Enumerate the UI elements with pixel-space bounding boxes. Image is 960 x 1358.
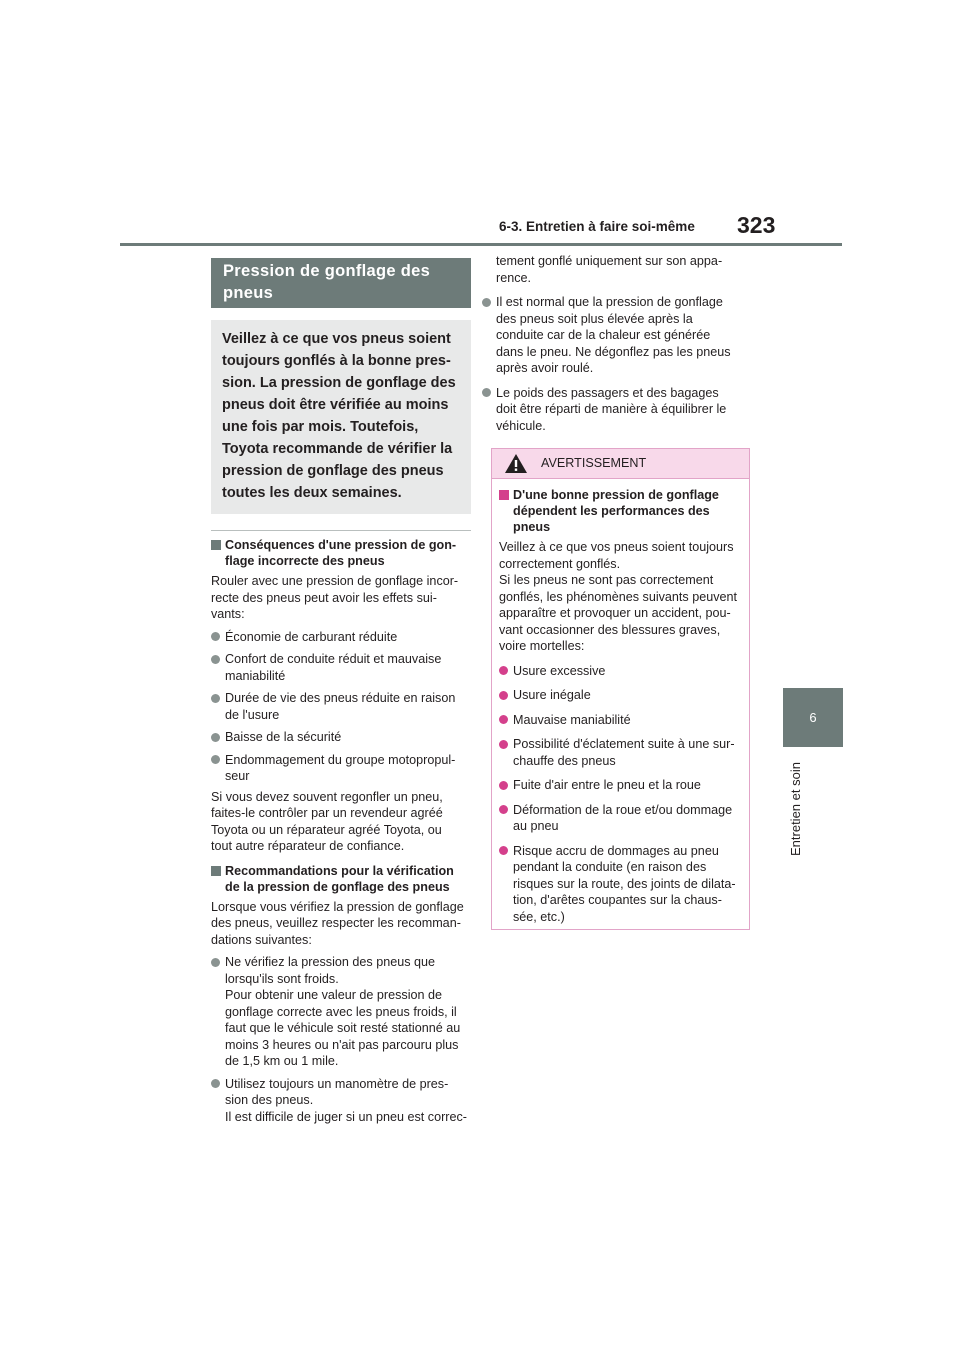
bullet-dot-icon — [211, 733, 220, 742]
list-item — [211, 651, 471, 684]
warning-paragraph: Veillez à ce que vos pneus soient toujours correctement gonflés. Si les pneus ne sont pas correctement gonflés, les phénomènes suivants peuvent apparaître et provoquer un accident, pou- vant occasionner des blessures graves, voire mortelles: — [499, 540, 738, 653]
warning-body — [492, 479, 749, 925]
bullet-dot-icon — [482, 298, 491, 307]
subsection-heading-recommendations — [211, 863, 471, 895]
warning-header — [492, 449, 749, 479]
paragraph: Lorsque vous vérifiez la pression de gonflage des pneus, veuillez respecter les recomman- dations suivantes: — [211, 899, 464, 947]
bullet-dot-icon — [499, 740, 508, 749]
list-item — [211, 729, 471, 746]
warning-list-item — [499, 712, 742, 729]
list-item-text: Ne vérifiez la pression des pneus que lorsqu'ils sont froids. Pour obtenir une valeur de pression de gonflage correcte avec les pneus froids, il faut que le véhicule soit resté stationné au moins 3 heures ou n'ait pas parcouru plus de 1,5 km ou 1 mile. — [225, 955, 461, 1068]
warning-triangle-icon — [504, 453, 528, 474]
list-item — [211, 629, 471, 646]
header-section-title: 6-3. Entretien à faire soi-même — [499, 219, 695, 234]
list-item-text: Possibilité d'éclatement suite à une sur- chauffe des pneus — [513, 737, 735, 768]
list-item-text: Mauvaise maniabilité — [513, 712, 631, 727]
continued-text: tement gonflé uniquement sur son appa- rence. — [496, 254, 723, 285]
warning-subheading — [499, 487, 742, 535]
bullet-dot-icon — [211, 632, 220, 641]
warning-subheading-text: D'une bonne pression de gonflage dépendent les performances des pneus — [513, 488, 719, 534]
list-item — [479, 385, 751, 435]
bullet-dot-icon — [211, 694, 220, 703]
square-bullet-icon — [211, 866, 221, 876]
list-item-text: Il est normal que la pression de gonflage des pneus soit plus élevée après la conduite car de la chaleur est générée dans le pneu. Ne dégonflez pas les pneus après avoir roulé. — [496, 295, 731, 375]
bullet-dot-icon — [211, 958, 220, 967]
subsection-rule — [211, 530, 471, 531]
list-item — [211, 1076, 471, 1126]
bullet-dot-icon — [499, 805, 508, 814]
list-item-text: Déformation de la roue et/ou dommage au pneu — [513, 802, 733, 833]
paragraph: Rouler avec une pression de gonflage incor- recte des pneus peut avoir les effets sui- vants: — [211, 574, 459, 621]
bullet-dot-icon — [499, 691, 508, 700]
bullet-dot-icon — [482, 388, 491, 397]
page-number: 323 — [737, 212, 776, 238]
warning-list-item — [499, 736, 742, 769]
warning-list-item — [499, 687, 742, 704]
chapter-number: 6 — [809, 710, 817, 725]
warning-list-item — [499, 663, 742, 680]
list-item — [211, 690, 471, 723]
subsection-heading-consequences — [211, 537, 471, 569]
warning-title: AVERTISSEMENT — [541, 456, 647, 470]
section-title: Pression de gonflage des pneus — [211, 258, 471, 308]
bullet-dot-icon — [499, 666, 508, 675]
list-item-text: Fuite d'air entre le pneu et la roue — [513, 778, 701, 792]
list-item-text: Usure excessive — [513, 663, 606, 678]
bullet-dot-icon — [499, 846, 508, 855]
chapter-tab — [783, 688, 843, 747]
chapter-title — [784, 760, 808, 856]
list-item-text: Confort de conduite réduit et mauvaise maniabilité — [225, 652, 442, 683]
warning-list-item — [499, 802, 742, 835]
bullet-dot-icon — [499, 715, 508, 724]
subsection-heading-text: Recommandations pour la vérification de la pression de gonflage des pneus — [225, 863, 454, 894]
list-item-text: Usure inégale — [513, 688, 591, 702]
list-item-text: Économie de carburant réduite — [225, 629, 398, 644]
list-item-text: Risque accru de dommages au pneu pendant la conduite (en raison des risques sur la route, des joints de dilata- tion, d'arêtes coupantes sur la chaus- sée, etc.) — [513, 843, 736, 924]
square-bullet-icon — [211, 540, 221, 550]
list-item — [211, 752, 471, 785]
subsection-heading-text: Conséquences d'une pression de gon- flage incorrecte des pneus — [225, 538, 457, 568]
list-item-text: Durée de vie des pneus réduite en raison de l'usure — [225, 691, 456, 722]
bullet-dot-icon — [211, 655, 220, 664]
list-item — [479, 294, 751, 377]
chapter-title-text: Entretien et soin — [788, 762, 803, 856]
paragraph: Si vous devez souvent regonfler un pneu, faites-le contrôler par un revendeur agréé Toyota ou un réparateur agréé Toyota, ou tout autre réparateur de confiance. — [211, 789, 443, 853]
list-item-text: Utilisez toujours un manomètre de pres- sion des pneus. Il est difficile de juger si un pneu est correc- — [225, 1076, 467, 1124]
list-item — [211, 954, 471, 1070]
list-item-text: Le poids des passagers et des bagages doit être réparti de manière à équilibrer le véhicule. — [496, 385, 727, 433]
warning-box — [491, 448, 750, 930]
bullet-dot-icon — [211, 1079, 220, 1088]
warning-list-item — [499, 777, 742, 794]
warning-list-item — [499, 843, 742, 926]
bullet-dot-icon — [211, 755, 220, 764]
header-rule — [120, 243, 842, 246]
list-item-text: Endommagement du groupe motopropul- seur — [225, 752, 456, 783]
square-bullet-icon — [499, 490, 509, 500]
left-column — [211, 258, 471, 1125]
list-item-text: Baisse de la sécurité — [225, 730, 342, 744]
intro-box: Veillez à ce que vos pneus soient toujours gonflés à la bonne pres-sion. La pression de gonflage des pneus doit être vérifiée au moins une fois par mois. Toutefois, Toyota recommande de vérifier la pression de gonflage des pneus toutes les deux semaines. — [211, 320, 471, 514]
right-column — [479, 253, 751, 434]
bullet-dot-icon — [499, 781, 508, 790]
